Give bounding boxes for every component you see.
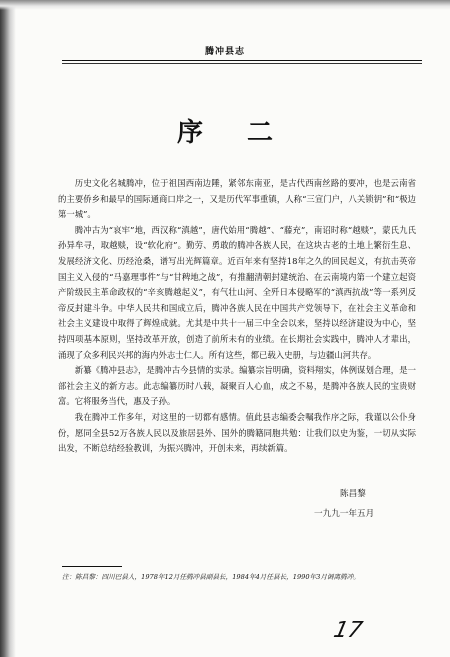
signature-date: 一九九一年五月: [314, 509, 375, 519]
author-name: 陈昌黎: [340, 489, 366, 499]
header-rule-thin: [62, 63, 422, 64]
signature-block: [280, 484, 410, 524]
paragraph-1: 历史文化名城腾冲，位于祖国西南边陲，紧邻东南亚，是古代西南丝路的要冲，也是云南省的主要侨乡和最早的国际通商口岸之一，又是历代军事重镇，人称“三宣门户，八关锁钥”和“极边第一城”。: [58, 178, 416, 220]
scan-shadow-top: [0, 0, 450, 10]
paragraph-2: 腾冲古为“哀牢”地，西汉称“滇越”，唐代始用“腾越”、“藤充”，南诏时称“越赕”，蒙氏九氏孙异牟寻，取越赕，设“软化府”。勤劳、勇敢的腾冲各族人民，在这块古老的土地上繁衍生息、发展经济文化、历经沧桑，谱写出光辉篇章。近百年来有坚持18年之久的回民起义，有抗击英帝国主义入侵的“马嘉理事件”与“甘稗地之战”，有推翻清朝封建统治、在云南境内第一个建立起资产阶级民主革命政权的“辛亥腾越起义”，有气壮山河、全歼日本侵略军的“滇西抗战”等一系列反帝反封建斗争。中华人民共和国成立后，腾冲各族人民在中国共产党领导下，在社会主义革命和社会主义建设中取得了辉煌成就。尤其是中共十一届三中全会以来，坚持以经济建设为中心，坚持四项基本原则，坚持改革开放，创造了前所未有的业绩。在长期社会实践中，腾冲人才辈出，涌现了众多利民兴邦的海内外志士仁人。所有这些，都已载入史册，与边疆山河共存。: [58, 224, 416, 360]
paragraph-4: 我在腾冲工作多年，对这里的一切都有感情。值此县志编委会嘱我作序之际，我谨以公仆身份，愿同全县52万各族人民以及旅居县外、国外的腾籍同胞共勉：让我们以史为鉴，一切从实际出发，不断总结经验教训，为振兴腾冲，开创未来，再续新篇。: [58, 411, 416, 454]
page-number: 17: [331, 618, 365, 643]
running-head: 腾冲县志: [204, 47, 245, 57]
footnote: 注：陈昌黎：四川巴县人，1978年12月任腾冲县副县长，1984年4月任县长，1990年3月调离腾冲。: [62, 573, 360, 581]
header-rule: [62, 60, 422, 61]
page-title: 序二: [176, 118, 317, 148]
preface-body: [58, 176, 416, 457]
paragraph-3: 新纂《腾冲县志》，是腾冲古今县情的实录。编纂宗旨明确，资料翔实，体例谋划合理，是一部社会主义的新方志。此志编纂历时八载，凝聚百人心血，成之不易，是腾冲各族人民的宝贵财富。它将服务当代，惠及子孙。: [58, 365, 416, 407]
scan-shadow-left: [0, 0, 16, 657]
footnote-rule: [62, 566, 122, 567]
